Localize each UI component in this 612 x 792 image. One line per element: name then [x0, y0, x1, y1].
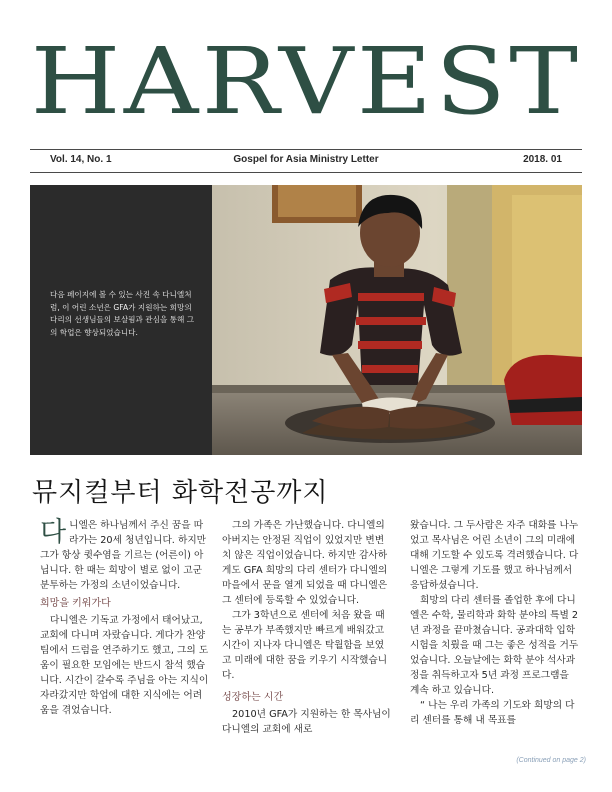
- hero-section: [30, 185, 582, 455]
- caption-panel: [30, 185, 212, 455]
- masthead-title: HARVEST: [30, 28, 582, 135]
- col3-paragraph-1: 왔습니다. 그 두사람은 자주 대화를 나누었고 목사님은 어린 소년이 그의 미래에 대해 기도할 수 있도록 격려했습니다. 다니엘은 그렇게 기도를 했고 하나님께서 응답하셨습니다.: [410, 520, 579, 591]
- issue-date: 2018. 01: [523, 154, 562, 165]
- masthead-rule-bottom: [30, 172, 582, 173]
- masthead-rule-top: [30, 149, 582, 150]
- col2-paragraph-2: 그가 3학년으로 센터에 처음 왔을 때는 공부가 부족했지만 빠르게 배워갔고 시간이 지나자 다니엘은 탁월함을 보였고 미래에 대한 꿈을 키우기 시작했습니다.: [222, 610, 388, 681]
- col2-paragraph-1: 그의 가족은 가난했습니다. 다니엘의 아버지는 안정된 직업이 있었지만 변변치 않은 직업이었습니다. 하지만 감사하게도 GFA 희망의 다리 센터가 다니엘의 마을에서 문을 열게 되었을 때 다니엘은 그 센터에 등록할 수 있었습니다.: [222, 520, 388, 606]
- col3-paragraph-3: “ 나는 우리 가족의 기도와 희망의 다리 센터를 통해 내 목표를: [410, 700, 575, 726]
- article-column-1: [40, 518, 210, 718]
- col2-subheading: 성장하는 시간: [222, 692, 284, 703]
- issue-volume: Vol. 14, No. 1: [50, 154, 112, 165]
- drop-cap: 다: [40, 517, 67, 548]
- article-column-2: [222, 518, 392, 737]
- issue-bar: [50, 154, 562, 170]
- issue-subtitle: Gospel for Asia Ministry Letter: [233, 154, 379, 165]
- col1-paragraph-2: 다니엘은 기독교 가정에서 태어났고, 교회에 다니며 자랐습니다. 게다가 찬양팀에서 드럼을 연주하기도 했고, 그의 도움이 필요한 모임에는 반드시 참석 했습니다. 시간이 갈수록 주님을 아는 지식이 자라갔지만 학업에 대한 지식에는 어려움을 겪었습니다.: [40, 615, 209, 716]
- photo-caption: 다음 페이지에 볼 수 있는 사진 속 다니엘처럼, 이 어린 소년은 GFA가 지원하는 희망의 다리의 선생님들의 보살핌과 관심을 통해 그의 학업은 향상되었습니다.: [50, 290, 195, 337]
- article-column-3: [410, 518, 580, 728]
- col1-paragraph-1: 니엘은 하나님께서 주신 꿈을 따라가는 20세 청년입니다. 하지만 그가 항상 큇수염을 기르는 (어른이) 아닙니다. 한 때는 희망이 별로 없이 고군분투하는 가정의 소년이었습니다.: [40, 520, 207, 591]
- boy-reading-photo: [212, 185, 582, 455]
- col3-paragraph-2: 희망의 다리 센터를 졸업한 후에 다니엘은 수학, 물리학과 화학 분야의 특별 2년 과정을 끝마쳤습니다. 공과대학 입학 시험을 치뤘을 때 그는 좋은 성적을 거두었습니다. 오늘날에는 화학 분야 석사과정을 취득하고자 5년 과정 프로그램을 계속 하고 있습니다.: [410, 595, 579, 696]
- continued-note: (Continued on page 2): [516, 757, 586, 764]
- hero-photo: [212, 185, 582, 455]
- col2-paragraph-3: 2010년 GFA가 지원하는 한 목사님이 다니엘의 교회에 새로: [222, 709, 391, 735]
- col1-subheading: 희망을 키워가다: [40, 598, 111, 609]
- article-headline: 뮤지컬부터 화학전공까지: [32, 478, 329, 508]
